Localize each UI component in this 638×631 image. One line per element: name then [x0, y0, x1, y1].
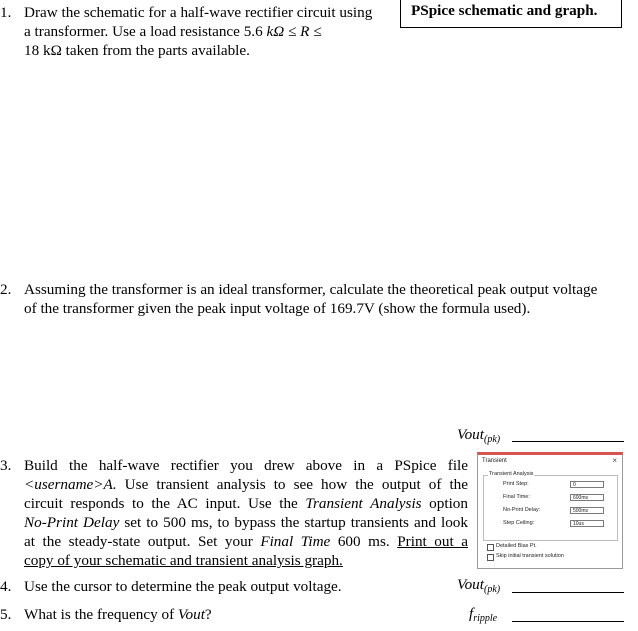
vout-pk-label-q2: Vout$_{(pk)}$	[457, 426, 501, 445]
schematic-graph-box	[400, 0, 622, 28]
q2-line2: of the transformer given the peak input voltage of 169.7V (show the formula used).	[24, 300, 531, 317]
q3-number: 3.	[0, 457, 12, 474]
q3-line1: Build the half-wave rectifier you drew above in a PSpice file	[24, 457, 468, 474]
vout-pk-answer-line-q4[interactable]	[512, 592, 624, 593]
q4-number: 4.	[0, 578, 12, 595]
skip-initial-checkbox[interactable]	[487, 554, 494, 561]
q2-number: 2.	[0, 281, 12, 298]
q3-line2: <username>A. Use transient analysis to see how the output of the	[24, 476, 468, 493]
q3-line4: No-Print Delay set to 500 ms, to bypass the startup transients and look	[24, 514, 468, 531]
print-step-input[interactable]: 0	[570, 481, 604, 488]
q5-text: What is the frequency of Vout?	[24, 606, 212, 623]
q5-number: 5.	[0, 606, 12, 623]
detailed-bias-checkbox[interactable]	[487, 544, 494, 551]
print-step-label: Print Step:	[503, 481, 529, 487]
box-label: PSpice schematic and graph.	[411, 2, 598, 19]
vout-pk-answer-line-q2[interactable]	[512, 441, 624, 442]
detailed-bias-label: Detailed Bias Pt.	[496, 543, 537, 549]
q1-line3: 18 kΩ taken from the parts available.	[24, 42, 250, 59]
group-label: Transient Analysis	[489, 471, 534, 477]
dialog-title: Transient	[482, 458, 507, 464]
final-time-label: Final Time:	[503, 494, 530, 500]
q4-text: Use the cursor to determine the peak output voltage.	[24, 578, 342, 595]
f-ripple-label: $f_{ripple}$	[469, 605, 498, 624]
final-time-input[interactable]: 600ms	[570, 494, 604, 501]
q3-line6: copy of your schematic and transient analysis graph.	[24, 552, 343, 569]
q1-line1: Draw the schematic for a half-wave rectifier circuit using	[24, 4, 373, 21]
q1-number: 1.	[0, 4, 12, 21]
transient-analysis-group	[483, 471, 618, 541]
step-ceiling-label: Step Ceiling:	[503, 520, 535, 526]
no-print-delay-label: No-Print Delay:	[503, 507, 541, 513]
transient-dialog	[477, 452, 623, 569]
close-icon[interactable]: ×	[612, 456, 617, 465]
step-ceiling-input[interactable]: 10us	[570, 520, 604, 527]
q3-line3: circuit responds to the AC input. Use the Transient Analysis option	[24, 495, 468, 512]
q3-line5: at the steady-state output. Set your Final Time 600 ms. Print out a	[24, 533, 469, 550]
no-print-delay-input[interactable]: 500ms	[570, 507, 604, 514]
vout-pk-label-q4: Vout$_{(pk)}$	[457, 576, 501, 595]
q2-line1: Assuming the transformer is an ideal transformer, calculate the theoretical peak output voltage	[24, 281, 598, 298]
skip-initial-label: Skip initial transient solution	[496, 553, 564, 559]
q1-line2: a transformer. Use a load resistance 5.6 kΩ ≤ R ≤	[24, 23, 322, 40]
f-ripple-answer-line[interactable]	[512, 621, 624, 622]
